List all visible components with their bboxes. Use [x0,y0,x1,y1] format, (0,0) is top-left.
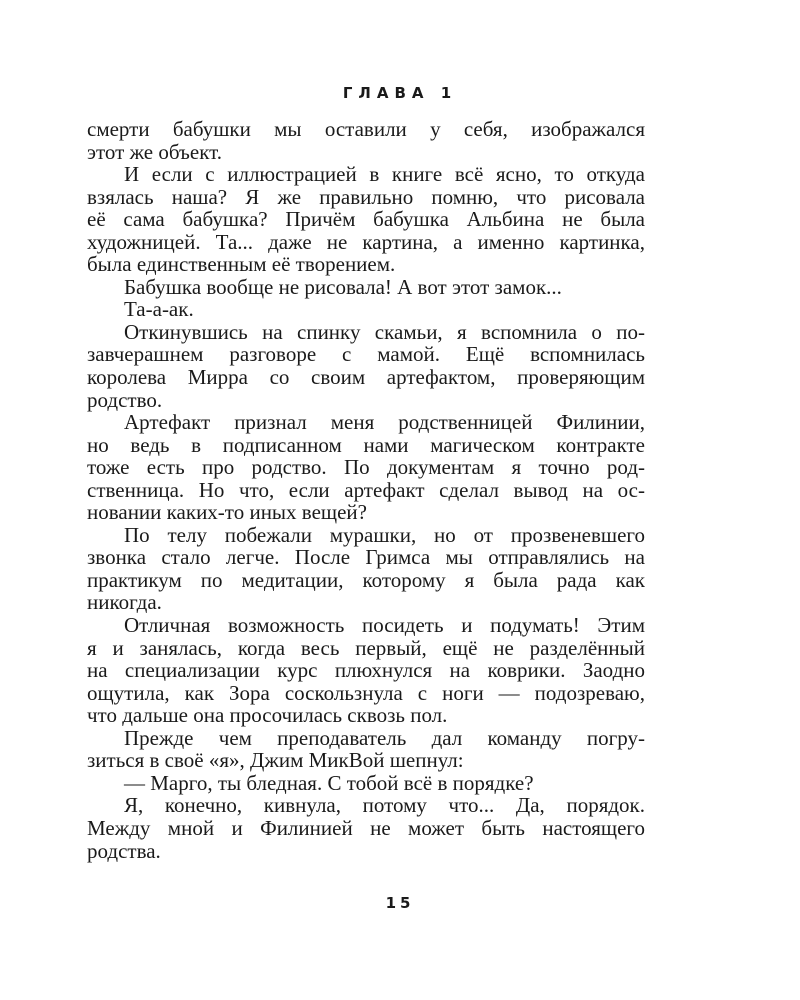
text-line: никогда. [87,590,162,615]
text-line: И если с иллюстрацией в книге всё ясно, то откуда [124,162,645,187]
text-line: была единственным её творением. [87,252,396,277]
body-text [87,118,645,862]
text-line: Я, конечно, кивнула, потому что... Да, порядок. [124,793,645,818]
text-line: — Марго, ты бледная. С тобой всё в порядке? [124,770,534,795]
text-line: ощутила, как Зора соскользнула с ноги — подозреваю, [87,680,645,705]
text-line: родство. [87,387,163,412]
text-line: новании каких-то иных вещей? [87,500,367,525]
text-line: зиться в своё «я», Джим МикВой шепнул: [87,748,464,773]
text-line: ственница. Но что, если артефакт сделал вывод на ос- [87,477,645,502]
text-line: завчерашнем разговоре с мамой. Ещё вспомнилась [87,342,645,367]
text-line: Отличная возможность посидеть и подумать! Этим [124,613,645,638]
page-number: 15 [385,894,415,912]
text-line: смерти бабушки мы оставили у себя, изображался [87,117,645,141]
text-line: родства. [87,838,161,863]
text-line: этот же объект. [87,139,222,164]
text-line: взялась наша? Я же правильно помню, что рисовала [87,184,645,209]
text-line: Откинувшись на спинку скамьи, я вспомнила о по- [124,319,645,344]
text-line: тоже есть про родство. По документам я точно род- [87,455,645,480]
text-line: Артефакт признал меня родственницей Филинии, [124,410,645,435]
text-line: что дальше она просочилась сквозь пол. [87,703,448,728]
text-line: По телу побежали мурашки, но от прозвеневшего [124,522,645,547]
text-line: Та-а-ак. [124,297,194,322]
text-line: я и занялась, когда весь первый, ещё не разделённый [87,635,645,660]
text-line: на специализации курс плюхнулся на коврики. Заодно [87,658,645,683]
text-line: Между мной и Филинией не может быть настоящего [87,815,645,840]
text-line: королева Мирра со своим артефактом, проверяющим [87,365,645,390]
text-line: звонка стало легче. После Гримса мы отправлялись на [87,545,645,570]
text-line: её сама бабушка? Причём бабушка Альбина не была [87,207,645,232]
running-head: ГЛАВА 1 [342,84,458,102]
text-line: Прежде чем преподаватель дал команду погру- [124,725,645,750]
text-line: но ведь в подписанном нами магическом контракте [87,432,645,457]
text-line: художницей. Та... даже не картина, а именно картинка, [87,229,645,254]
text-line: Бабушка вообще не рисовала! А вот этот замок... [124,274,562,299]
text-line: практикум по медитации, которому я была рада как [87,567,645,592]
